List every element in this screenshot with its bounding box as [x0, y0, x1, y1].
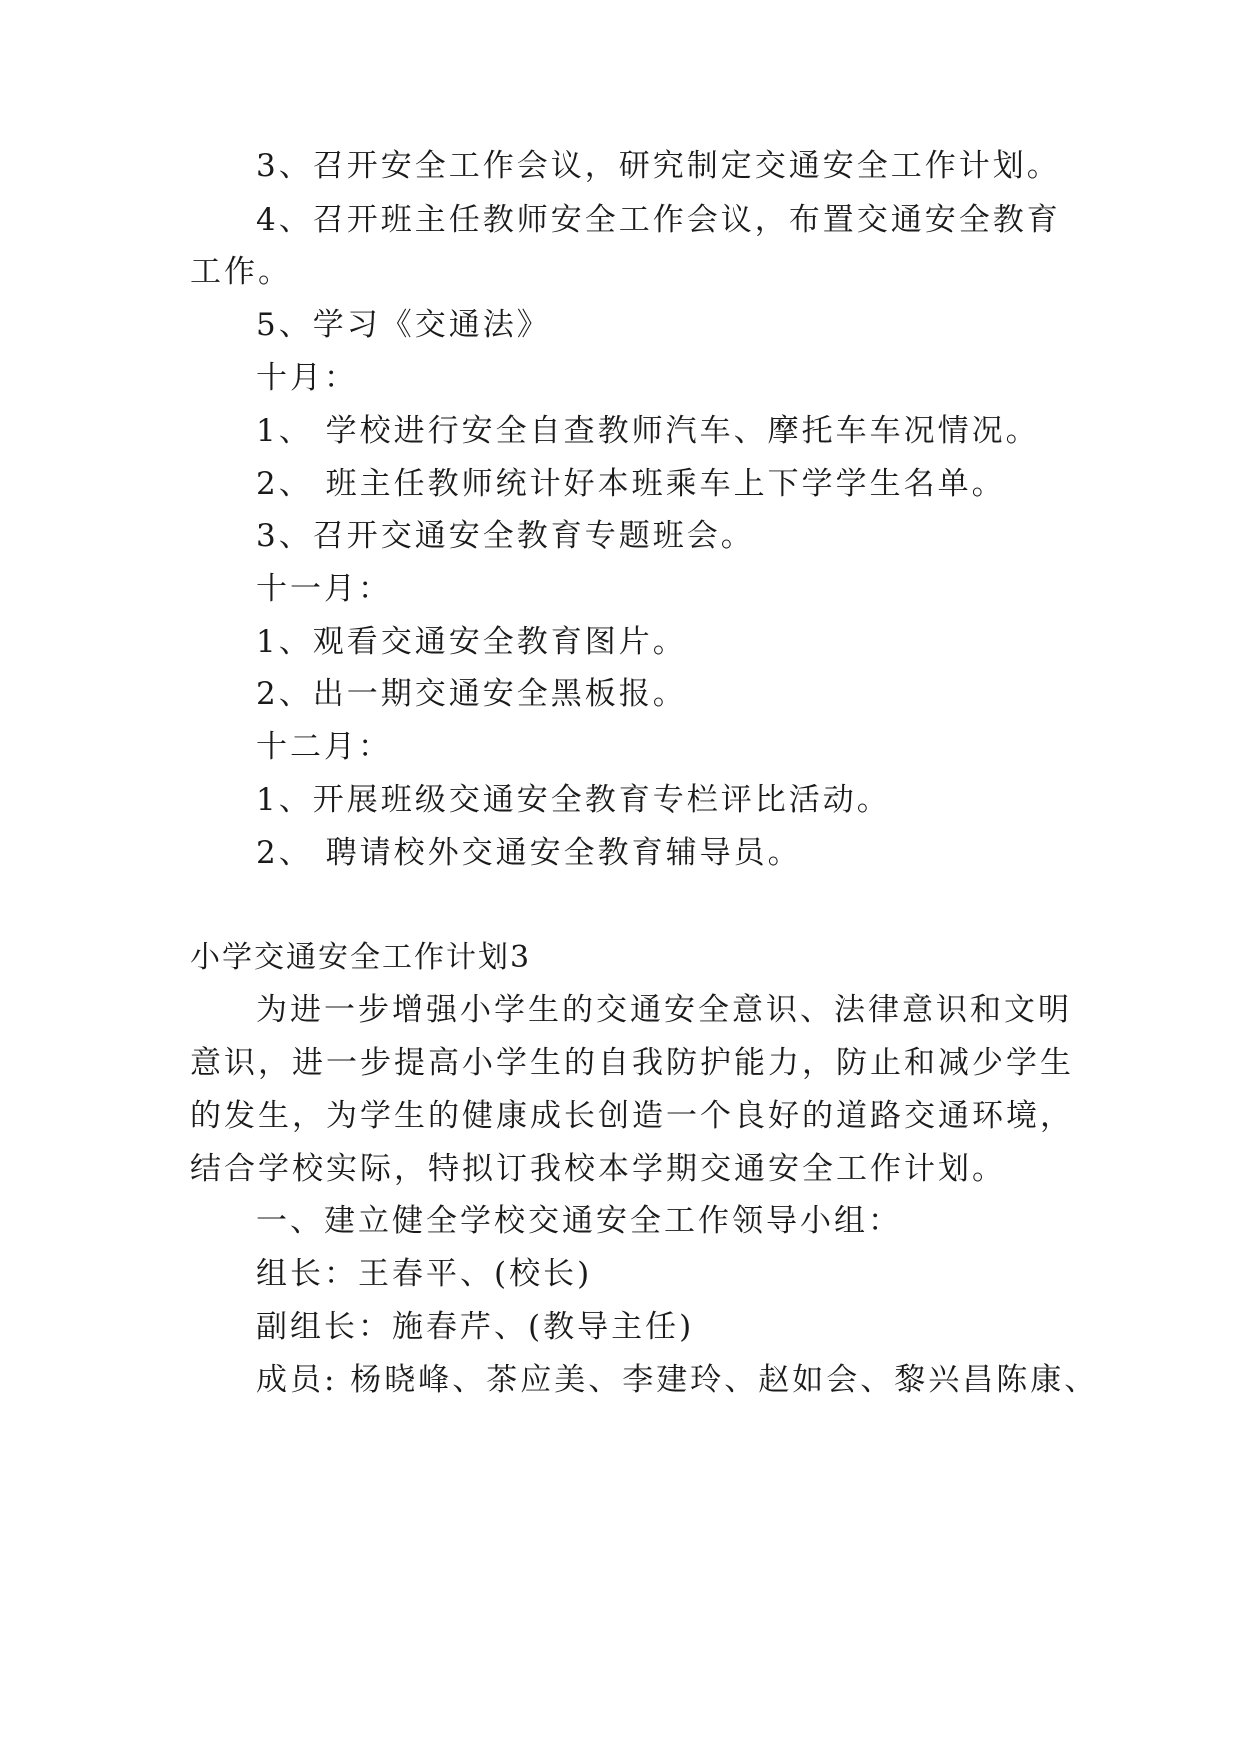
- paragraph-line: 2、 聘请校外交通安全教育辅导员。: [256, 835, 802, 871]
- month-heading: 十一月：: [256, 571, 392, 607]
- paragraph-line: 1、 学校进行安全自查教师汽车、摩托车车况情况。: [256, 413, 1040, 449]
- paragraph-line: 一、建立健全学校交通安全工作领导小组：: [256, 1203, 902, 1239]
- month-heading: 十月：: [256, 360, 358, 396]
- paragraph-line: 意识，进一步提高小学生的自我防护能力，防止和减少学生: [190, 1045, 1074, 1081]
- paragraph-line: 成员: 杨晓峰、茶应美、李建玲、赵如会、黎兴昌陈康、: [256, 1362, 1099, 1398]
- paragraph-line: 工作。: [190, 254, 292, 290]
- paragraph-line: 5、学习《交通法》: [256, 307, 551, 343]
- paragraph-line: 结合学校实际，特拟订我校本学期交通安全工作计划。: [190, 1151, 1006, 1187]
- paragraph-line: 1、观看交通安全教育图片。: [256, 624, 687, 660]
- paragraph-line: 的发生，为学生的健康成长创造一个良好的道路交通环境，: [190, 1098, 1074, 1134]
- paragraph-line: 3、召开交通安全教育专题班会。: [256, 518, 755, 554]
- paragraph-line: 组长：王春平、(校长): [256, 1256, 593, 1292]
- section-title: 小学交通安全工作计划3: [190, 940, 532, 975]
- paragraph-line: 为进一步增强小学生的交通安全意识、法律意识和文明: [256, 992, 1072, 1028]
- paragraph-line: 3、召开安全工作会议，研究制定交通安全工作计划。: [256, 148, 1061, 184]
- paragraph-line: 副组长：施春芹、(教导主任): [256, 1309, 695, 1345]
- paragraph-line: 2、 班主任教师统计好本班乘车上下学学生名单。: [256, 466, 1006, 502]
- paragraph-line: 4、召开班主任教师安全工作会议，布置交通安全教育: [256, 202, 1061, 238]
- paragraph-line: 1、开展班级交通安全教育专栏评比活动。: [256, 782, 891, 818]
- month-heading: 十二月：: [256, 729, 392, 765]
- paragraph-line: 2、出一期交通安全黑板报。: [256, 676, 687, 712]
